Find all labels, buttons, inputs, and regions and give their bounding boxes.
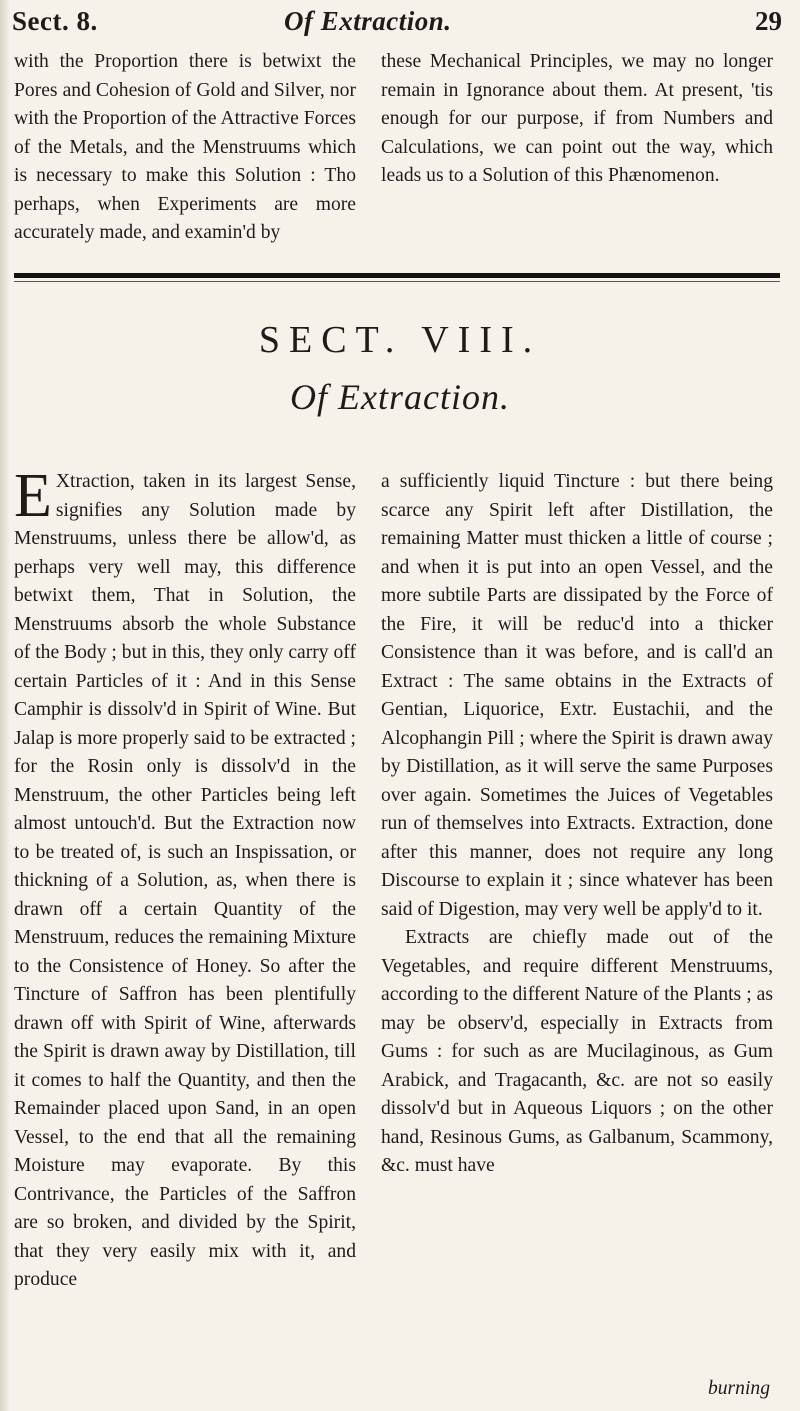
- drop-cap: E: [14, 462, 52, 530]
- top-left-column: [14, 48, 356, 248]
- body-right-paragraph-2: Extracts are chiefly made out of the Vegetables, and require different Menstruums, according to the different Nature of the Plants ; as may be observ'd, especially in Extracts from Gums : for such as are Mucilaginous, as Gum Arabick, and Tragacanth, &c. are not so easily dissolv'd but in Aqueous Liquors ; on the other hand, Resinous Gums, as Galbanum, Scammony, &c. must have: [381, 927, 773, 1176]
- top-right-column: [381, 48, 773, 191]
- running-head: [12, 6, 782, 46]
- body-left-paragraph: [14, 462, 356, 1295]
- running-title: Of Extraction.: [284, 6, 452, 36]
- section-subtitle: Of Extraction.: [290, 377, 510, 417]
- body-left-column: [14, 462, 356, 1295]
- section-divider-thin-rule: [14, 281, 780, 282]
- body-right-column: [381, 468, 773, 1181]
- catchword: burning: [707, 1378, 770, 1399]
- body-right-paragraph-1: a sufficiently liquid Tincture : but there being scarce any Spirit left after Distillation, the remaining Matter must thicken a little of course ; and when it is put into an open Vessel, and the more subtile Parts are dissipated by the Force of the Fire, it will be reduc'd into a thicker Consistence than it was before, and is call'd an Extract : The same obtains in the Extracts of Gentian, Liquorice, Extr. Eustachii, and the Alcophangin Pill ; where the Spirit is drawn away by Distillation, as it will serve the same Purposes over again. Sometimes the Juices of Vegetables run of themselves into Extracts. Extraction, done after this manner, does not require any long Discourse to explain it ; since whatever has been said of Digestion, may very well be apply'd to it.: [381, 471, 773, 920]
- section-label: Sect. 8.: [12, 6, 98, 36]
- top-right-text: these Mechanical Principles, we may no longer remain in Ignorance about them. At present, 'tis enough for our purpose, if from Numbers and Calculations, we can point out the way, which leads us to a Solution of this Phænomenon.: [381, 51, 773, 186]
- top-left-text: with the Proportion there is betwixt the Pores and Cohesion of Gold and Silver, nor with the Proportion of the Attractive Forces of the Metals, and the Menstruums which is necessary to make this Solution : Tho perhaps, when Experiments are more accurately made, and examin'd by: [14, 51, 356, 243]
- gutter-shadow: [0, 0, 10, 1411]
- section-divider-rule: [14, 273, 780, 278]
- page-number: 29: [755, 6, 782, 36]
- section-title: SECT. VIII.: [258, 319, 542, 361]
- body-left-text: Xtraction, taken in its largest Sense, signifies any Solution made by Menstruums, unless there be allow'd, as perhaps very well may, this difference betwixt them, That in Solution, the Menstruums absorb the whole Substance of the Body ; but in this, they only carry off certain Particles of it : And in this Sense Camphir is dissolv'd in Spirit of Wine. But Jalap is more properly said to be extracted ; for the Rosin only is dissolv'd in the Menstruum, the other Particles being left almost untouch'd. But the Extraction now to be treated of, is such an Inspissation, or thickning of a Solution, as, when there is drawn off a certain Quantity of the Menstruum, reduces the remaining Mixture to the Consistence of Honey. So after the Tincture of Saffron has been plentifully drawn off with Spirit of Wine, afterwards the Spirit is drawn away by Distillation, till it comes to half the Quantity, and then the Remainder placed upon Sand, in an open Vessel, to the end that all the remaining Moisture may evaporate. By this Contrivance, the Particles of the Saffron are so broken, and divided by the Spirit, that they very easily mix with it, and produce: [14, 471, 356, 1290]
